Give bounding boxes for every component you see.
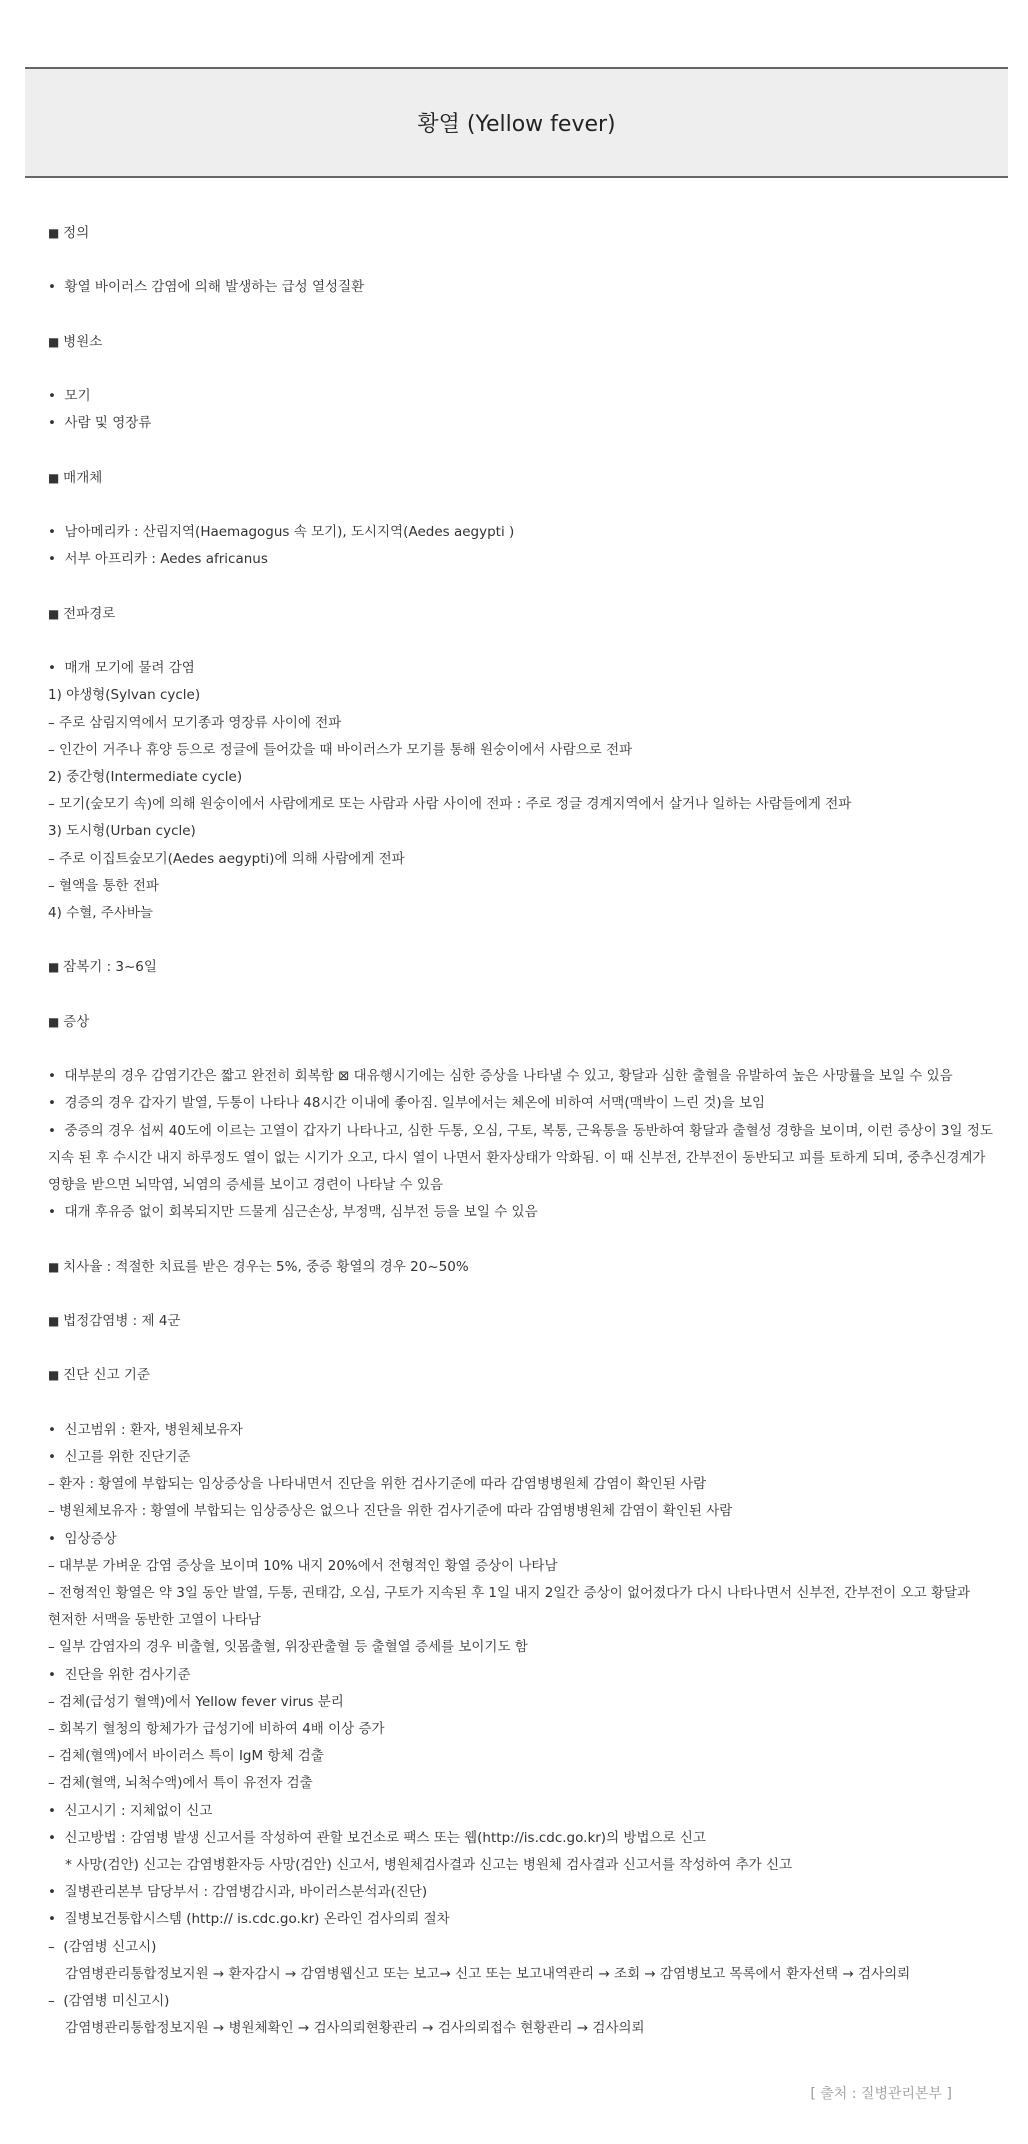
text-line: – 검체(혈액, 뇌척수액)에서 특이 유전자 검출 [48,1775,313,1792]
text-line: – 대부분 가벼운 감염 증상을 보이며 10% 내지 20%에서 전형적인 황열 증상이 나타남 [48,1557,558,1574]
text-line: – 일부 감염자의 경우 비출혈, 잇몸출혈, 위장관출혈 등 출혈열 증세를 보이기도 함 [48,1639,528,1656]
text-line: – 검체(혈액)에서 바이러스 특이 IgM 항체 검출 [48,1748,324,1765]
section-heading: ■ 법정감염병 : 제 4군 [48,1308,1008,1335]
spacer [48,1036,1008,1063]
section-heading: ■ 매개체 [48,465,1008,492]
section-heading: ■ 정의 [48,220,1008,247]
text-line: – 인간이 거주나 휴양 등으로 정글에 들어갔을 때 바이러스가 모기를 통해 원숭이에서 사람으로 전파 [48,741,633,758]
spacer [48,356,1008,383]
spacer [48,1226,1008,1253]
spacer [48,1335,1008,1362]
spacer [48,492,1008,519]
text-line: – 혈액을 통한 전파 [48,877,159,894]
text-line: 1) 야생형(Sylvan cycle) [48,687,201,704]
bullet-item: • 신고방법 : 감염병 발생 신고서를 작성하여 관할 보건소로 팩스 또는 웹(http://is.cdc.go.kr)의 방법으로 신고 [48,1825,1008,1852]
spacer [48,927,1008,954]
bullet-item: • 남아메리카 : 산림지역(Haemagogus 속 모기), 도시지역(Aedes aegypti ) [48,519,1008,546]
spacer [48,628,1008,655]
section-heading: ■ 치사율 : 적절한 치료를 받은 경우는 5%, 중증 황열의 경우 20~50% [48,1254,1008,1281]
text-line: – 병원체보유자 : 황열에 부합되는 임상증상은 없으나 진단을 위한 검사기준에 따라 감염병병원체 감염이 확인된 사람 [48,1503,733,1520]
text-line: – 주로 삼림지역에서 모기종과 영장류 사이에 전파 [48,714,342,731]
bullet-item: • 대개 후유증 없이 회복되지만 드물게 심근손상, 부정맥, 심부전 등을 보일 수 있음 [48,1199,1008,1226]
text-line: 감염병관리통합정보지원 → 환자감시 → 감염병웹신고 또는 보고→ 신고 또는 보고내역관리 → 조회 → 감염병보고 목록에서 환자선택 → 검사의뢰 [48,1965,911,1982]
bullet-item: • 대부분의 경우 감염기간은 짧고 완전히 회복함 ⊠ 대유행시기에는 심한 증상을 나타낼 수 있고, 황달과 심한 출혈을 유발하여 높은 사망률을 보일 수 있음 [48,1063,1008,1090]
section-heading: ■ 전파경로 [48,601,1008,628]
bullet-item: • 진단을 위한 검사기준 [48,1662,1008,1689]
text-line: 4) 수혈, 주사바늘 [48,904,153,921]
bullet-item: • 매개 모기에 물려 감염 [48,655,1008,682]
text-line: – 검체(급성기 혈액)에서 Yellow fever virus 분리 [48,1693,344,1710]
text-line: – (감염병 신고시) [48,1938,157,1955]
spacer [48,247,1008,274]
text-line: – 환자 : 황열에 부합되는 임상증상을 나타내면서 진단을 위한 검사기준에 따라 감염병병원체 감염이 확인된 사람 [48,1476,707,1493]
section-heading: ■ 증상 [48,1009,1008,1036]
bullet-item: • 중증의 경우 섭씨 40도에 이르는 고열이 갑자기 나타나고, 심한 두통, 오심, 구토, 복통, 근육통을 동반하여 황달과 출혈성 경향을 보이며, 이런 증상이 3일 정도 [48,1118,1008,1145]
spacer [48,574,1008,601]
section-heading: ■ 잠복기 : 3~6일 [48,954,1008,981]
text-line: – 주로 이집트숲모기(Aedes aegypti)에 의해 사람에게 전파 [48,850,405,867]
spacer [48,302,1008,329]
title-banner [25,67,1008,178]
bullet-item: • 질병관리본부 담당부서 : 감염병감시과, 바이러스분석과(진단) [48,1879,1008,1906]
spacer [48,982,1008,1009]
text-line: 영향을 받으면 뇌막염, 뇌염의 증세를 보이고 경련이 나타날 수 있음 [48,1176,444,1193]
text-line: – (감염병 미신고시) [48,1992,170,2009]
section-heading: ■ 진단 신고 기준 [48,1362,1008,1389]
bullet-item: • 사람 및 영장류 [48,410,1008,437]
bullet-item: • 신고를 위한 진단기준 [48,1444,1008,1471]
bullet-item: • 신고시기 : 지체없이 신고 [48,1798,1008,1825]
text-line: * 사망(검안) 신고는 감염병환자등 사망(검안) 신고서, 병원체검사결과 신고는 병원체 검사결과 신고서를 작성하여 추가 신고 [48,1856,793,1873]
section-heading: ■ 병원소 [48,329,1008,356]
spacer [48,438,1008,465]
spacer [48,1281,1008,1308]
bullet-item: • 신고범위 : 환자, 병원체보유자 [48,1417,1008,1444]
spacer [48,1390,1008,1417]
text-line: 감염병관리통합정보지원 → 병원체확인 → 검사의뢰현황관리 → 검사의뢰접수 현황관리 → 검사의뢰 [48,2020,645,2037]
page-title: 황열 (Yellow fever) [417,112,616,137]
bullet-item: • 경증의 경우 갑자기 발열, 두통이 나타나 48시간 이내에 좋아짐. 일부에서는 체온에 비하여 서맥(맥박이 느린 것)을 보임 [48,1090,1008,1117]
text-line: 3) 도시형(Urban cycle) [48,823,196,840]
document-body [48,220,1008,2042]
text-line: 현저한 서맥을 동반한 고열이 나타남 [48,1612,261,1629]
bullet-item: • 모기 [48,383,1008,410]
bullet-item: • 서부 아프리카 : Aedes africanus [48,546,1008,573]
bullet-item: • 황열 바이러스 감염에 의해 발생하는 급성 열성질환 [48,274,1008,301]
text-line: 지속 된 후 수시간 내지 하루정도 열이 없는 시기가 오고, 다시 열이 나면서 환자상태가 악화됨. 이 때 신부전, 간부전이 동반되고 피를 토하게 되며, 중추신경계가 [48,1149,986,1166]
text-line: – 모기(숲모기 속)에 의해 원숭이에서 사람에게로 또는 사람과 사람 사이에 전파 : 주로 정글 경계지역에서 살거나 일하는 사람들에게 전파 [48,796,852,813]
bullet-item: • 임상증상 [48,1526,1008,1553]
text-line: – 전형적인 황열은 약 3일 동안 발열, 두통, 권태감, 오심, 구토가 지속된 후 1일 내지 2일간 증상이 없어졌다가 다시 나타나면서 신부전, 간부전이 오고 황달과 [48,1584,971,1601]
text-line: 2) 중간형(Intermediate cycle) [48,768,243,785]
bullet-item: • 질병보건통합시스템 (http:// is.cdc.go.kr) 온라인 검사의뢰 절차 [48,1906,1008,1933]
text-line: – 회복기 혈청의 항체가가 급성기에 비하여 4배 이상 증가 [48,1720,385,1737]
source-note: [ 출처 : 질병관리본부 ] [810,2086,952,2102]
